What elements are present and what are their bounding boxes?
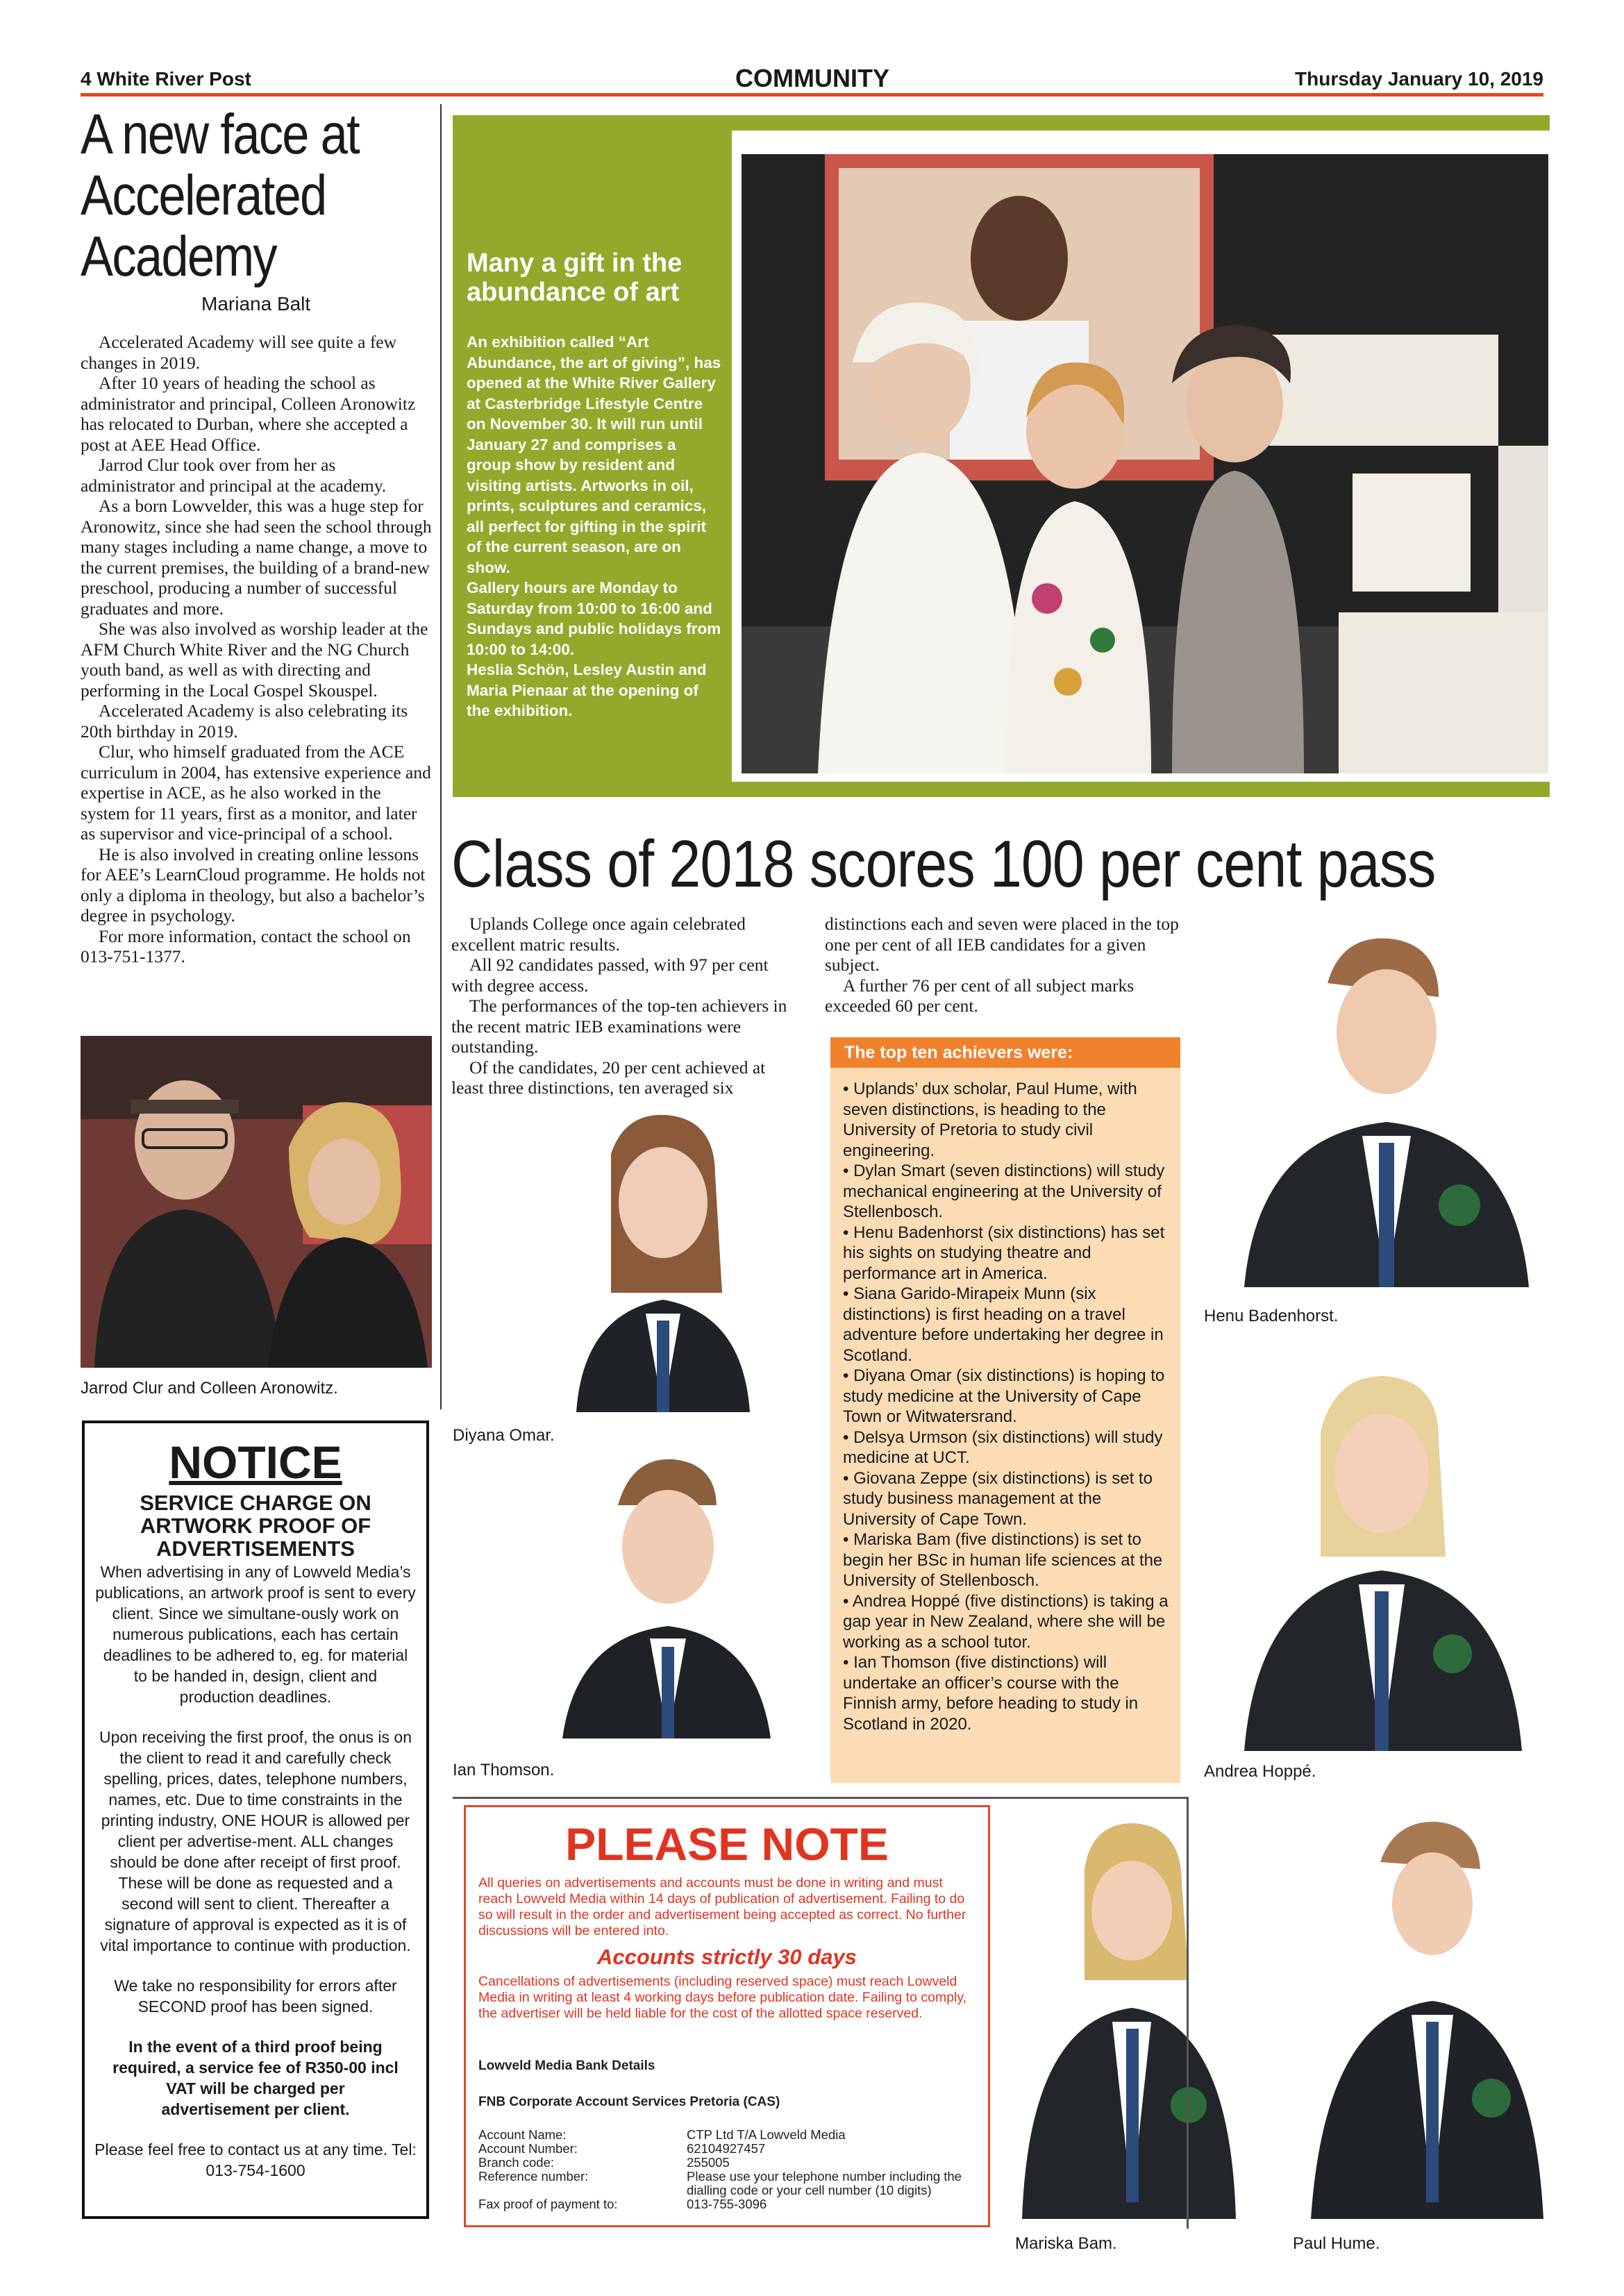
page-folio: 4 White River Post bbox=[81, 68, 251, 90]
art-hours: Gallery hours are Monday to Saturday from 10:00 to 16:00 and Sundays and public holidays from 10:00 to 14:00. bbox=[467, 579, 721, 658]
paragraph: Jarrod Clur took over from her as administrator and principal at the academy. bbox=[81, 455, 387, 496]
academy-headline: A new face at Accelerated Academy bbox=[81, 103, 360, 288]
paragraph: Of the candidates, 20 per cent achieved at least three distinctions, ten averaged six bbox=[451, 1057, 766, 1098]
please-note-title: PLEASE NOTE bbox=[565, 1818, 889, 1870]
caption-ian: Ian Thomson. bbox=[453, 1761, 555, 1779]
paragraph: After 10 years of heading the school as administrator and principal, Colleen Aronowitz has relocated to Durban, where she accepted a post at AEE Head Office. bbox=[81, 373, 416, 455]
photo-henu-badenhorst bbox=[1216, 928, 1543, 1287]
please-note-box bbox=[464, 1805, 990, 2227]
academy-body bbox=[81, 332, 433, 967]
table-row: Reference number: Please use your telephone number including the dialling code or your cell number (10 digits) bbox=[478, 2169, 962, 2197]
table-row: Branch code: 255005 bbox=[478, 2155, 730, 2170]
paragraph: He is also involved in creating online lessons for AEE’s LearnCloud programme. He holds not only a diploma in theology, but also a bachelor’s degree in psychology. bbox=[81, 844, 426, 925]
paragraph: Uplands College once again celebrated excellent matric results. bbox=[451, 914, 746, 955]
paragraph: Accelerated Academy is also celebrating its 20th birthday in 2019. bbox=[81, 701, 408, 741]
photo-clur-aronowitz bbox=[81, 1036, 432, 1368]
photo-paul-hume bbox=[1304, 1813, 1547, 2219]
class2018-col2 bbox=[825, 914, 1180, 1016]
list-item: • Siana Garido-Mirapeix Munn (six distinctions) is first heading on a travel adventure before undertaking her degree in Scotland. bbox=[843, 1284, 1164, 1365]
accounts-terms: Accounts strictly 30 days bbox=[597, 1945, 857, 1969]
notice-paragraph: When advertising in any of Lowveld Media’s publications, an artwork proof is sent to every client. Since we simultane-ously work on numerous publications, each has certain deadlines to be adhered to, eg. for material to be handed in, design, client and production deadlines. bbox=[95, 1563, 416, 1706]
class2018-headline: Class of 2018 scores 100 per cent pass bbox=[451, 827, 1436, 901]
photo-andrea-hoppe bbox=[1216, 1348, 1543, 1751]
portrait-illustration bbox=[1216, 928, 1543, 1287]
list-item: • Uplands’ dux scholar, Paul Hume, with seven distinctions, is heading to the University of Pretoria to study civil engineering. bbox=[843, 1080, 1137, 1160]
list-item: • Diyana Omar (six distinctions) is hoping to study medicine at the University of Cape Town or Witwatersrand. bbox=[843, 1366, 1165, 1426]
notice-box bbox=[82, 1421, 429, 2219]
paragraph: For more information, contact the school on 013-751-1377. bbox=[81, 925, 411, 966]
paragraph: The performances of the top-ten achievers in the recent matric IEB examinations were outstanding. bbox=[451, 996, 787, 1057]
header-rule bbox=[81, 93, 1543, 97]
paragraph: All 92 candidates passed, with 97 per cent with degree access. bbox=[451, 955, 769, 996]
list-item: • Henu Badenhorst (six distinctions) has set his sights on studying theatre and performance art in America. bbox=[843, 1223, 1165, 1283]
bank-name: FNB Corporate Account Services Pretoria (CAS) bbox=[478, 2095, 780, 2109]
achievers-list bbox=[843, 1079, 1172, 1734]
top-achievers-box bbox=[830, 1037, 1180, 1783]
art-sidebar bbox=[453, 131, 732, 782]
art-caption: Heslia Schön, Lesley Austin and Maria Pienaar at the opening of the exhibition. bbox=[467, 661, 707, 719]
photo-art-exhibition bbox=[742, 154, 1548, 773]
table-row: Account Number: 62104927457 bbox=[478, 2141, 766, 2156]
column-divider bbox=[440, 104, 442, 1409]
art-text bbox=[467, 332, 723, 721]
please-note-cancellations: Cancellations of advertisements (including reserved space) must reach Lowveld Media in writing at least 4 working days before publication date. Failing to comply, the advertiser will be held liable for the cost of the allotted space reserved. bbox=[478, 1974, 967, 2021]
table-row: Account Name: CTP Ltd T/A Lowveld Media bbox=[478, 2127, 846, 2142]
photo-diyana-omar bbox=[528, 1112, 792, 1412]
please-note-queries: All queries on advertisements and accounts must be done in writing and must reach Lowveld Media within 14 days of publication of advertisement. Failing to do so will result in the order and advertisement being accepted as correct. No further discussions will be entered into. bbox=[478, 1875, 966, 1938]
list-item: • Giovana Zeppe (six distinctions) is set to study business management at the University of Cape Town. bbox=[843, 1468, 1153, 1529]
paragraph: Clur, who himself graduated from the ACE curriculum in 2004, has extensive experience and expertise in ACE, as he also worked in the system for 11 years, first as a monitor, and later as supervisor and vice-principal of a school. bbox=[81, 741, 431, 844]
caption-diyana: Diyana Omar. bbox=[453, 1426, 555, 1445]
photo-ian-thomson bbox=[535, 1450, 793, 1738]
bank-details-table bbox=[478, 2128, 978, 2211]
notice-paragraph: Upon receiving the first proof, the onus is on the client to read it and carefully check spelling, prices, dates, telephone numbers, names, etc. Due to time constraints in the printing industry, ONE HOUR is allowed per client per advertise-ment. ALL changes should be done after receipt of first proof. These will be done as requested and a second will sent to client. Thereafter a signature of approval is expected as it is of vital importance to continue with production. bbox=[99, 1728, 412, 1954]
photo-illustration bbox=[81, 1036, 432, 1368]
notice-paragraph: We take no responsibility for errors after SECOND proof has been signed. bbox=[114, 1977, 397, 2016]
class2018-col1 bbox=[451, 914, 798, 1098]
portrait-illustration bbox=[535, 1450, 793, 1738]
paragraph: Accelerated Academy will see quite a few changes in 2019. bbox=[81, 332, 397, 373]
list-item: • Delsya Urmson (six distinctions) will study medicine at UCT. bbox=[843, 1427, 1163, 1467]
paragraph: A further 76 per cent of all subject marks exceeded 60 per cent. bbox=[825, 975, 1135, 1016]
art-band-bottom bbox=[453, 782, 1550, 797]
caption-mariska: Mariska Bam. bbox=[1015, 2234, 1117, 2253]
table-row: Fax proof of payment to: 013-755-3096 bbox=[478, 2197, 767, 2211]
caption-paul: Paul Hume. bbox=[1293, 2234, 1380, 2253]
paragraph: distinctions each and seven were placed in the top one per cent of all IEB candidates for a given subject. bbox=[825, 914, 1179, 975]
paragraph: As a born Lowvelder, this was a huge step for Aronowitz, since she had seen the school through many stages including a name change, a move to the current premises, the building of a brand-new preschool, producing a number of successful graduates and more. bbox=[81, 496, 432, 619]
issue-date: Thursday January 10, 2019 bbox=[1295, 68, 1543, 90]
art-band-top bbox=[453, 115, 1550, 131]
portrait-illustration bbox=[1216, 1348, 1543, 1751]
notice-subtitle: SERVICE CHARGE ON ARTWORK PROOF OF ADVERTISEMENTS bbox=[140, 1491, 371, 1561]
list-item: • Andrea Hoppé (five distinctions) is taking a gap year in New Zealand, where she will be working as a school tutor. bbox=[843, 1591, 1169, 1652]
list-item: • Mariska Bam (five distinctions) is set to begin her BSc in human life sciences at the University of Stellenbosch. bbox=[843, 1530, 1163, 1590]
notice-title: NOTICE bbox=[169, 1436, 342, 1488]
achievers-heading: The top ten achievers were: bbox=[830, 1037, 1180, 1068]
list-item: • Ian Thomson (five distinctions) will undertake an officer’s course with the Finnish army, before heading to study in Scotland in 2020. bbox=[843, 1653, 1139, 1734]
notice-contact: Please feel free to contact us at any time. Tel: 013-754-1600 bbox=[94, 2140, 417, 2179]
notice-fee: In the event of a third proof being required, a service fee of R350-00 incl VAT will be charged per advertisement per client. bbox=[112, 2038, 399, 2118]
caption-andrea: Andrea Hoppé. bbox=[1204, 1762, 1316, 1781]
bank-heading: Lowveld Media Bank Details bbox=[478, 2059, 655, 2073]
paragraph: She was also involved as worship leader at the AFM Church White River and the NG Church youth band, as well as with directing and performing in the Local Gospel Skouspel. bbox=[81, 619, 428, 701]
portrait-illustration bbox=[1304, 1813, 1547, 2219]
photo-illustration bbox=[742, 154, 1548, 773]
art-body: An exhibition called “Art Abundance, the art of giving”, has opened at the White River Gallery at Casterbridge Lifestyle Centre on November 30. It will run until January 27 and comprises a group show by resident and visiting artists. Artworks in oil, prints, sculptures and ceramics, all perfect for gifting in the spirit of the current season, are on show. bbox=[467, 333, 721, 576]
art-title: Many a gift in the abundance of art bbox=[467, 249, 683, 307]
photo-caption: Jarrod Clur and Colleen Aronowitz. bbox=[81, 1379, 338, 1398]
academy-byline: Mariana Balt bbox=[201, 293, 311, 315]
caption-henu: Henu Badenhorst. bbox=[1204, 1307, 1339, 1325]
section-title: COMMUNITY bbox=[735, 64, 889, 92]
list-item: • Dylan Smart (seven distinctions) will study mechanical engineering at the University of Stellenbosch. bbox=[843, 1162, 1165, 1221]
portrait-illustration bbox=[528, 1112, 792, 1412]
